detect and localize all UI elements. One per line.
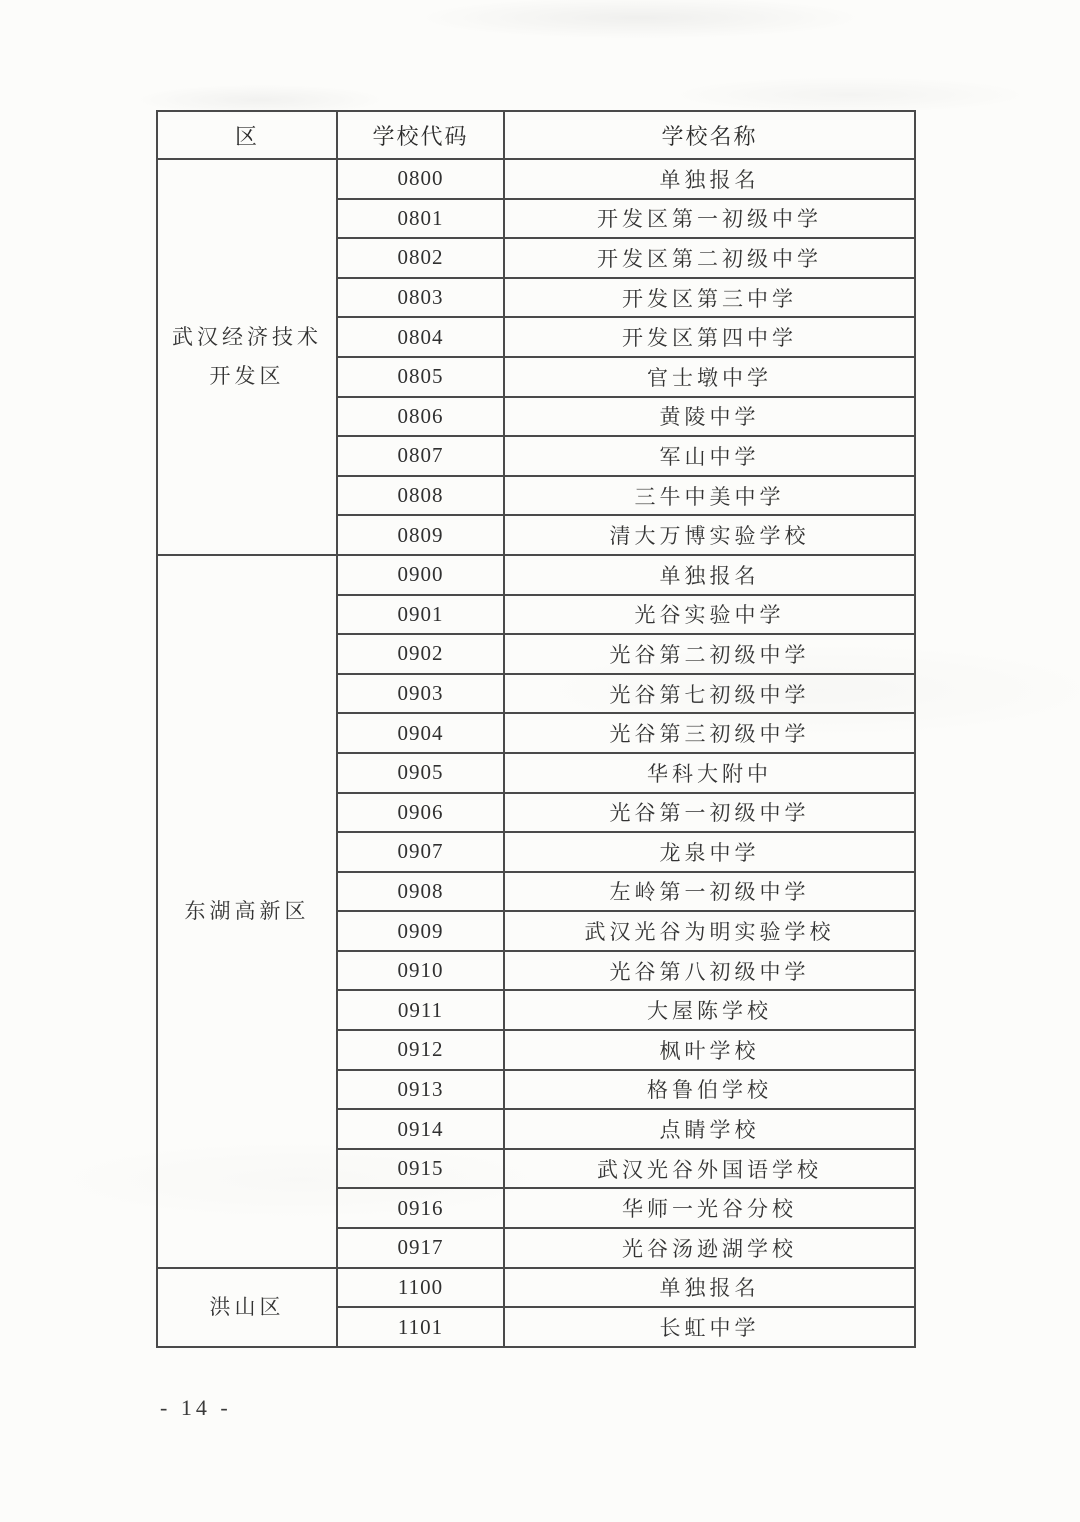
school-name-cell: 光谷第一初级中学 bbox=[504, 793, 915, 833]
school-code-cell: 0805 bbox=[337, 357, 504, 397]
district-cell bbox=[157, 159, 337, 555]
school-code-cell: 0911 bbox=[337, 990, 504, 1030]
school-code-cell: 0803 bbox=[337, 278, 504, 318]
district-name-line: 开发区 bbox=[209, 363, 285, 388]
school-code-cell: 0801 bbox=[337, 199, 504, 239]
school-name-cell: 开发区第四中学 bbox=[504, 317, 915, 357]
school-name-cell: 长虹中学 bbox=[504, 1307, 915, 1347]
school-name-cell: 光谷第七初级中学 bbox=[504, 674, 915, 714]
school-name-cell: 武汉光谷外国语学校 bbox=[504, 1149, 915, 1189]
table-body bbox=[157, 159, 915, 1347]
school-code-cell: 1100 bbox=[337, 1268, 504, 1308]
school-name-cell: 光谷第二初级中学 bbox=[504, 634, 915, 674]
col-header-name: 学校名称 bbox=[504, 111, 915, 159]
school-code-cell: 0915 bbox=[337, 1149, 504, 1189]
header-row bbox=[157, 111, 915, 159]
school-code-cell: 0900 bbox=[337, 555, 504, 595]
school-name-cell: 武汉光谷为明实验学校 bbox=[504, 911, 915, 951]
school-code-cell: 0904 bbox=[337, 713, 504, 753]
school-code-cell: 1101 bbox=[337, 1307, 504, 1347]
col-header-code: 学校代码 bbox=[337, 111, 504, 159]
table-row bbox=[157, 555, 915, 595]
school-code-cell: 0908 bbox=[337, 872, 504, 912]
page-number: - 14 - bbox=[160, 1395, 232, 1420]
school-code-cell: 0906 bbox=[337, 793, 504, 833]
school-code-cell: 0809 bbox=[337, 515, 504, 555]
school-name-cell: 开发区第三中学 bbox=[504, 278, 915, 318]
school-name-cell: 光谷汤逊湖学校 bbox=[504, 1228, 915, 1268]
school-code-cell: 0901 bbox=[337, 595, 504, 635]
school-code-cell: 0903 bbox=[337, 674, 504, 714]
district-cell bbox=[157, 1268, 337, 1347]
school-code-cell: 0808 bbox=[337, 476, 504, 516]
school-code-cell: 0902 bbox=[337, 634, 504, 674]
school-name-cell: 官士墩中学 bbox=[504, 357, 915, 397]
school-name-cell: 开发区第一初级中学 bbox=[504, 199, 915, 239]
school-name-cell: 左岭第一初级中学 bbox=[504, 872, 915, 912]
school-code-cell: 0800 bbox=[337, 159, 504, 199]
school-code-table bbox=[156, 110, 916, 1348]
school-name-cell: 光谷第三初级中学 bbox=[504, 713, 915, 753]
school-name-cell: 格鲁伯学校 bbox=[504, 1070, 915, 1110]
school-name-cell: 光谷实验中学 bbox=[504, 595, 915, 635]
school-code-cell: 0802 bbox=[337, 238, 504, 278]
school-name-cell: 单独报名 bbox=[504, 555, 915, 595]
school-name-cell: 光谷第八初级中学 bbox=[504, 951, 915, 991]
school-name-cell: 三牛中美中学 bbox=[504, 476, 915, 516]
table-header bbox=[157, 111, 915, 159]
table-row bbox=[157, 159, 915, 199]
school-name-cell: 龙泉中学 bbox=[504, 832, 915, 872]
school-name-cell: 开发区第二初级中学 bbox=[504, 238, 915, 278]
school-code-cell: 0907 bbox=[337, 832, 504, 872]
school-code-cell: 0806 bbox=[337, 397, 504, 437]
school-name-cell: 黄陵中学 bbox=[504, 397, 915, 437]
school-name-cell: 华师一光谷分校 bbox=[504, 1188, 915, 1228]
district-cell bbox=[157, 555, 337, 1268]
table-row bbox=[157, 1268, 915, 1308]
school-name-cell: 单独报名 bbox=[504, 159, 915, 199]
school-name-cell: 华科大附中 bbox=[504, 753, 915, 793]
school-name-cell: 大屋陈学校 bbox=[504, 990, 915, 1030]
school-code-cell: 0910 bbox=[337, 951, 504, 991]
school-code-cell: 0804 bbox=[337, 317, 504, 357]
school-name-cell: 军山中学 bbox=[504, 436, 915, 476]
school-name-cell: 点睛学校 bbox=[504, 1109, 915, 1149]
school-code-cell: 0916 bbox=[337, 1188, 504, 1228]
school-code-cell: 0917 bbox=[337, 1228, 504, 1268]
school-code-cell: 0914 bbox=[337, 1109, 504, 1149]
school-code-cell: 0913 bbox=[337, 1070, 504, 1110]
school-code-cell: 0909 bbox=[337, 911, 504, 951]
school-code-cell: 0912 bbox=[337, 1030, 504, 1070]
school-code-cell: 0807 bbox=[337, 436, 504, 476]
school-name-cell: 清大万博实验学校 bbox=[504, 515, 915, 555]
school-name-cell: 单独报名 bbox=[504, 1268, 915, 1308]
school-name-cell: 枫叶学校 bbox=[504, 1030, 915, 1070]
col-header-district: 区 bbox=[157, 111, 337, 159]
school-code-cell: 0905 bbox=[337, 753, 504, 793]
district-name-line: 洪山区 bbox=[209, 1294, 285, 1319]
district-name-line: 东湖高新区 bbox=[184, 898, 310, 923]
district-name-line: 武汉经济技术 bbox=[172, 325, 322, 350]
